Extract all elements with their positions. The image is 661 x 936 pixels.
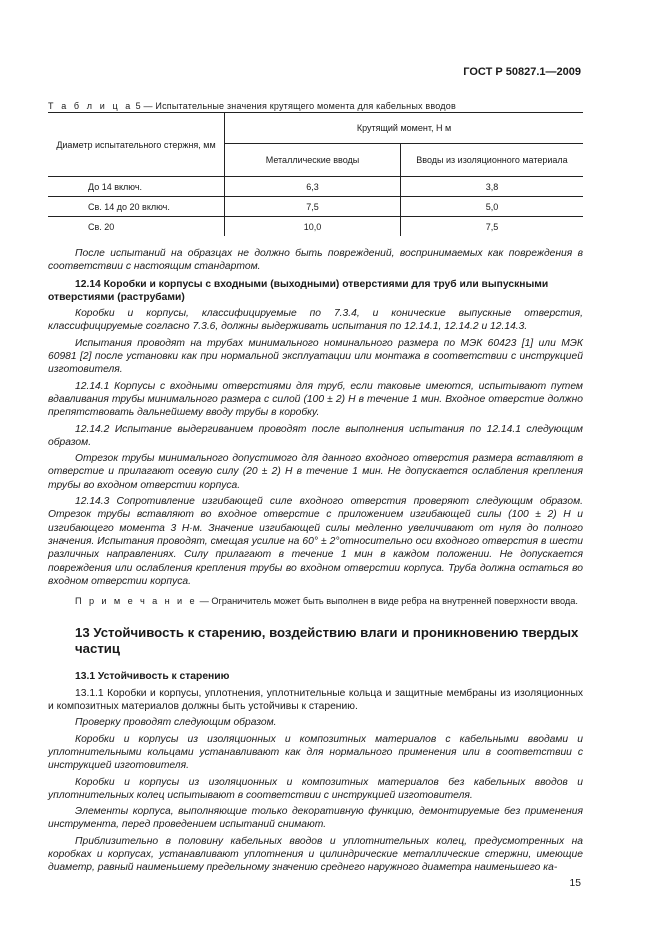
note [48, 595, 583, 608]
cell-diameter: До 14 включ. [48, 177, 225, 197]
column-header-metal: Металлические вводы [225, 144, 401, 177]
table-caption-text: 5 — Испытательные значения крутящего момента для кабельных вводов [135, 101, 456, 111]
table-caption-prefix: Т а б л и ц а [48, 101, 133, 111]
paragraph: После испытаний на образцах не должно быть повреждений, воспринимаемых как повреждения в соответствии с настоящим стандартом. [48, 248, 583, 273]
page-number: 15 [569, 878, 581, 889]
section-heading-13-1: 13.1 Устойчивость к старению [75, 671, 230, 683]
main-text [48, 247, 583, 875]
note-prefix: П р и м е ч а н и е [75, 596, 198, 607]
paragraph: Отрезок трубы минимального допустимого для данного входного отверстия размера вставляют в отверстие и прилагают осевую силу (20 ± 2) Н в течение 1 мин. Не допускается ослабления крепления трубы во входном отверстии корпуса. [48, 453, 583, 491]
document-id: ГОСТ Р 50827.1—2009 [463, 66, 581, 78]
table-row [48, 217, 583, 237]
column-header-diameter: Диаметр испытательного стержня, мм [48, 113, 225, 177]
paragraph: 12.14.3 Сопротивление изгибающей силе входного отверстия проверяют следующим образом. Отрезок трубы вставляют во входное отверстие с приложением изгибающей силы (100 ± 2) Н и изгибающего момента 3 Н·м. Значение изгибающей силы медленно увеличивают от нуля до полного значения. Испытания проводят, смещая усилие на 60° ± 2°относительно оси входного отверстия в шести различных направлениях. Силу прилагают в течение 1 мин в каждом положении. Не допускается повреждения или ослабления крепления трубы во входном отверстии корпуса. Труба должна остаться во входном отверстии корпуса. [48, 496, 583, 587]
paragraph: 13.1.1 Коробки и корпусы, уплотнения, уплотнительные кольца и защитные мембраны из изоляционных и композитных материалов должны быть устойчивы к старению. [48, 687, 583, 713]
cell-diameter: Св. 20 [48, 217, 225, 237]
table-row [48, 177, 583, 197]
paragraph: 12.14.1 Корпусы с входными отверстиями для труб, если таковые имеются, испытывают путем вдавливания трубы минимального размера с силой (100 ± 2) Н в течение 1 мин. Входное отверстие должно препятствовать дальнейшему вводу трубы в коробку. [48, 380, 583, 419]
paragraph: Элементы корпуса, выполняющие только декоративную функцию, демонтируемые без применения инструмента, перед проведением испытаний снимают. [48, 806, 583, 831]
cell-metal: 7,5 [225, 197, 401, 217]
column-header-torque: Крутящий момент, Н м [225, 113, 584, 144]
section-heading-13: 13 Устойчивость к старению, воздействию влаги и проникновению твердых частиц [75, 625, 579, 657]
paragraph: Коробки и корпусы, классифицируемые по 7.3.4, и конические выпускные отверстия, классифицируемые согласно 7.3.6, должны выдерживать испытания по 12.14.1, 12.14.2 и 12.14.3. [48, 308, 583, 333]
cell-diameter: Св. 14 до 20 включ. [48, 197, 225, 217]
cell-insulating: 7,5 [485, 221, 499, 232]
table-caption [48, 101, 456, 111]
cell-metal: 10,0 [225, 217, 401, 237]
cell-insulating: 3,8 [401, 177, 584, 197]
paragraph: Испытания проводят на трубах минимального номинального размера по МЭК 60423 [1] или МЭК 60981 [2] после установки как при нормальной эксплуатации или монтажа в соответствии с инструкцией изготовителя. [48, 337, 583, 376]
paragraph: Коробки и корпусы из изоляционных и композитных материалов с кабельными вводами и уплотнительными кольцами устанавливают как для нормального применения или в соответствии с инструкцией изготовителя. [48, 733, 583, 772]
paragraph: Проверку проводят следующим образом. [75, 717, 277, 729]
cell-metal: 6,3 [225, 177, 401, 197]
cell-insulating: 5,0 [401, 197, 584, 217]
note-text: — Ограничитель может быть выполнен в виде ребра на внутренней поверхности ввода. [199, 596, 578, 607]
torque-table [48, 112, 583, 236]
paragraph: 12.14.2 Испытание выдергиванием проводят после выполнения испытания по 12.14.1 следующим образом. [48, 423, 583, 448]
paragraph: Коробки и корпусы из изоляционных и композитных материалов без кабельных вводов и уплотнительных колец испытывают в соответствии с инструкцией изготовителя. [48, 776, 583, 801]
paragraph: Приблизительно в половину кабельных вводов и уплотнительных колец, предусмотренных на коробках и корпусах, устанавливают уплотнения и цилиндрические металлические стержни, имеющие диаметр, равный наименьшему предельному значению среднего наружного диаметра наименьшего ка- [48, 835, 583, 874]
table-row [48, 197, 583, 217]
section-heading-12-14: 12.14 Коробки и корпусы с входными (выходными) отверстиями для труб или выпускными отверстиями (раструбами) [48, 278, 549, 303]
column-header-insulating: Вводы из изоляционного материала [401, 144, 584, 177]
